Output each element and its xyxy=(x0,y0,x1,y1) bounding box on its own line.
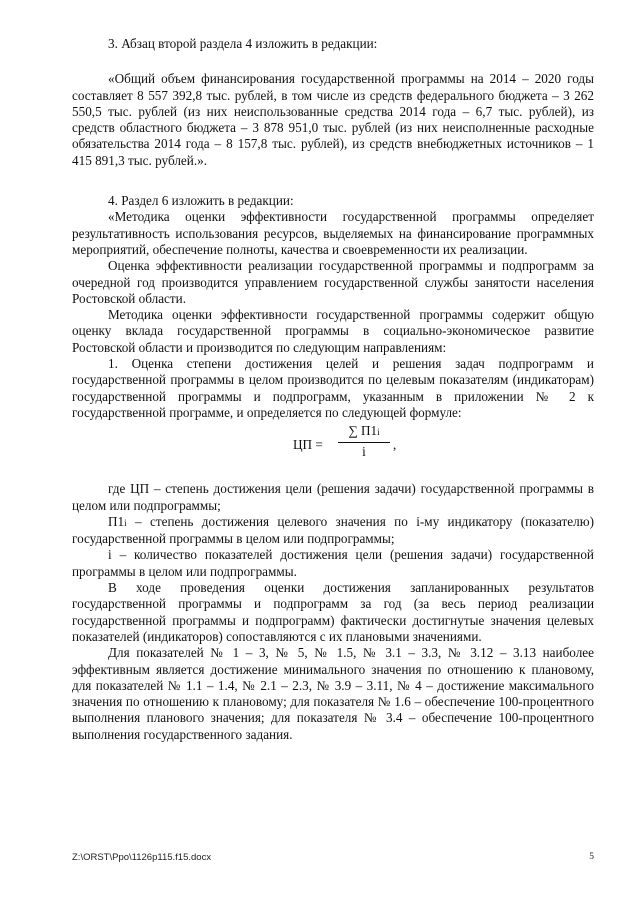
formula-comma: , xyxy=(393,437,397,453)
paragraph-funding: «Общий объем финансирования государственной программы на 2014 – 2020 годы составляет 8 557 392,8 тыс. рублей, в том числе из средств федерального бюджета – 3 262 550,5 тыс. рублей (из них неиспользованные средства 2014 года – 6,7 тыс. рублей), из средств областного бюджета – 3 878 951,0 тыс. рублей (из них неисполненные расходные обязательства 2014 года – 8 157,8 тыс. рублей), из средств внебюджетных источников – 1 415 891,3 тыс. рублей.». xyxy=(72,71,594,168)
document-body xyxy=(72,36,594,743)
page-number: 5 xyxy=(589,852,594,862)
paragraph-item-3: 3. Абзац второй раздела 4 изложить в редакции: xyxy=(108,36,378,51)
formula-numerator: ∑ П1i xyxy=(338,423,390,442)
formula xyxy=(72,423,594,481)
paragraph-methodology: «Методика оценки эффективности государственной программы определяет результативность использования ресурсов, выделяемых на финансирование программных мероприятий, обеспечение полноты, качества и своевременности их реализации. xyxy=(72,209,594,257)
paragraph-item-4: 4. Раздел 6 изложить в редакции: xyxy=(108,193,294,209)
paragraph-definition-i: i – количество показателей достижения цели (решения задачи) государственной программы в целом или подпрограммы. xyxy=(72,547,594,579)
paragraph-criterion-1: 1. Оценка степени достижения целей и решения задач подпрограмм и государственной программы в целом производится по целевым показателям (индикаторам) государственной программы и подпрограмм, указанным в приложении № 2 к государственной программе, и определяется по следующей формуле: xyxy=(72,356,594,420)
paragraph-definition-p1 xyxy=(72,514,594,548)
paragraph-evaluation: Оценка эффективности реализации государственной программы и подпрограмм за очередной год производится управлением государственной службы занятости населения Ростовской области. xyxy=(72,258,594,306)
formula-denominator: i xyxy=(362,443,366,459)
paragraph-indicators: Для показателей № 1 – 3, № 5, № 1.5, № 3.1 – 3.3, № 3.12 – 3.13 наиболее эффективным является достижение минимального значения по отношению к плановому, для показателей № 1.1 – 1.4, № 2.1 – 2.3, № 3.9 – 3.11, № 4 – достижение максимального значения по отношению к плановому; для показателя № 1.6 – обеспечение 100-процентного выполнения планового значения; для показателя № 3.4 – обеспечение 100-процентного выполнения государственного задания. xyxy=(72,645,594,742)
file-path: Z:\ORST\Ppo\1126p115.f15.docx xyxy=(72,852,212,863)
symbol-p1: П1 xyxy=(108,513,125,529)
paragraph-comparison: В ходе проведения оценки достижения запланированных результатов государственной программы и подпрограмм за год (за весь период реализации государственной программы и подпрограмм) фактически достигнутые значения целевых показателей (индикаторов) сопоставляются с их плановыми значениями. xyxy=(72,580,594,644)
paragraph-directions: Методика оценки эффективности государственной программы содержит общую оценку вклада государственной программы в социально-экономическое развитие Ростовской области и производится по следующим направлениям: xyxy=(72,307,594,355)
formula-lhs: ЦП = xyxy=(293,437,323,453)
symbol-p1-sub: i xyxy=(124,517,127,528)
definition-p1-text: – степень достижения целевого значения по i-му индикатору (показателю) государственной программы в целом или подпрограммы; xyxy=(72,513,594,547)
paragraph-definition-cp: где ЦП – степень достижения цели (решения задачи) государственной программы в целом или подпрограммы; xyxy=(72,481,594,513)
formula-fraction xyxy=(338,423,390,460)
